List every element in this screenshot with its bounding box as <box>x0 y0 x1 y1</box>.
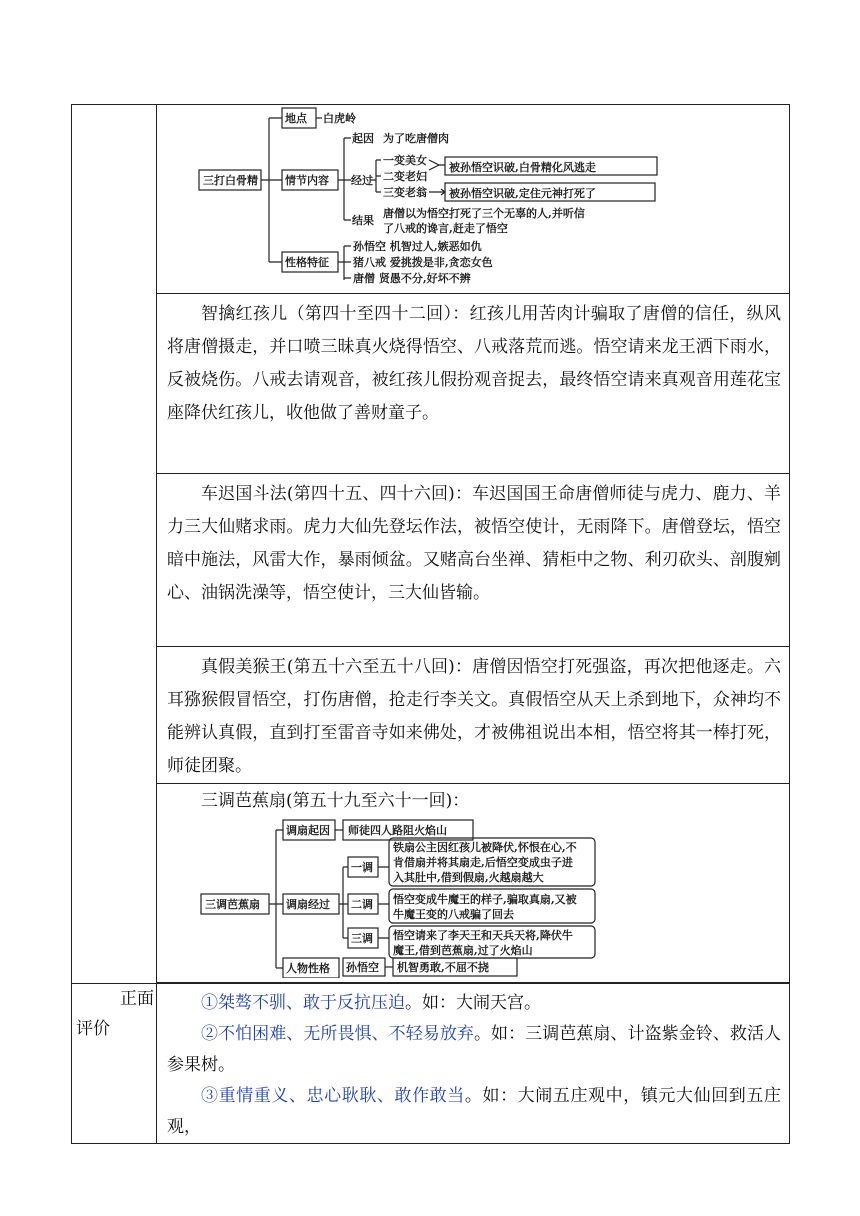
bajiaoshan-round-3-line2: 魔王,借到芭蕉扇,过了火焰山 <box>393 944 533 957</box>
baigujing-location-label: 地点 <box>285 112 307 125</box>
baigujing-trait-1: 孙悟空 机智过人,嫉恶如仇 <box>353 240 482 253</box>
baigujing-result-12: 被孙悟空识破,白骨精化风逃走 <box>449 161 596 174</box>
baigujing-trait-3: 唐僧 贤愚不分,好坏不辨 <box>353 272 471 285</box>
left-column-blank <box>72 105 157 984</box>
zhenjia-cell <box>157 647 790 784</box>
bajiaoshan-character-text: 机智勇敢,不屈不挠 <box>397 961 489 974</box>
baigujing-cause-label: 起因 <box>352 132 374 145</box>
bajiaoshan-round-1-line3: 入其肚中,借到假扇,火越扇越大 <box>393 871 544 884</box>
bajiaoshan-round-2: 二调 <box>351 898 373 911</box>
bajiaoshan-cause-label: 调扇起因 <box>286 824 330 837</box>
content-table <box>71 104 790 1144</box>
bajiaoshan-round-2-line2: 牛魔王变的八戒骗了回去 <box>393 908 514 921</box>
evaluation-content-cell <box>157 984 790 1144</box>
baigujing-diagram <box>157 105 789 289</box>
evaluation-item-1-rest: 。如：大闹天宫。 <box>405 993 541 1013</box>
baigujing-outcome-line1: 唐僧以为悟空打死了三个无辜的人,并听信 <box>383 207 585 220</box>
honghaier-cell <box>157 294 790 474</box>
baigujing-process-label: 经过 <box>351 174 373 187</box>
baigujing-outcome-line2: 了八戒的谗言,赶走了悟空 <box>383 222 508 235</box>
baigujing-diagram-cell <box>157 105 790 294</box>
baigujing-transform-2: 二变老妇 <box>383 170 427 183</box>
bajiaoshan-round-3-line1: 悟空请来了李天王和天兵天将,降伏牛 <box>393 929 573 942</box>
evaluation-item-1 <box>157 984 789 1019</box>
evaluation-item-3 <box>157 1081 789 1143</box>
bajiaoshan-process-label: 调扇经过 <box>286 898 330 911</box>
baigujing-traits-label: 性格特征 <box>285 256 329 269</box>
baigujing-transform-3: 三变老翁 <box>383 186 427 199</box>
bajiaoshan-character-label: 人物性格 <box>286 962 330 975</box>
baigujing-result-3: 被孙悟空识破,定住元神打死了 <box>449 187 596 200</box>
evaluation-item-3-key: ③重情重义、忠心耿耿、敢作敢当 <box>201 1086 465 1106</box>
chechiguo-paragraph: 车迟国斗法(第四十五、四十六回)：车迟国国王命唐僧师徒与虎力、鹿力、羊力三大仙赌求雨。虎力大仙先登坛作法，被悟空使计，无雨降下。唐僧登坛，悟空暗中施法，风雷大作，暴雨倾盆。又赌高台坐禅、猜柜中之物、利刃砍头、剖腹剜心、油锅洗澡等，悟空使计，三大仙皆输。 <box>167 484 781 603</box>
bajiaoshan-cause-text: 师徒四人路阻火焰山 <box>348 824 447 837</box>
bajiaoshan-round-3: 三调 <box>351 932 373 945</box>
bajiaoshan-round-2-line1: 悟空变成牛魔王的样子,骗取真扇,又被 <box>393 893 577 906</box>
baigujing-trait-2: 猪八戒 爱挑拨是非,贪恋女色 <box>353 256 493 269</box>
bajiaoshan-cell <box>157 784 790 983</box>
bajiaoshan-root: 三调芭蕉扇 <box>205 898 260 911</box>
bajiaoshan-round-1: 一调 <box>351 861 373 874</box>
baigujing-outcome-label: 结果 <box>352 214 374 227</box>
zhenjia-paragraph: 真假美猴王(第五十六至五十八回)：唐僧因悟空打死强盗，再次把他逐走。六耳猕猴假冒悟空，打伤唐僧，抢走行李关文。真假悟空从天上杀到地下，众神均不能辨认真假，直到打至雷音寺如来佛处，才被佛祖说出本相，悟空将其一棒打死，师徒团聚。 <box>167 657 781 776</box>
evaluation-item-1-key: ①桀骜不驯、敢于反抗压迫 <box>201 993 405 1013</box>
bajiaoshan-heading: 三调芭蕉扇(第五十九至六十一回)： <box>201 791 470 811</box>
evaluation-label-cell <box>72 984 157 1144</box>
bajiaoshan-round-1-line2: 肯借扇并将其扇走,后悟空变成虫子进 <box>393 856 573 869</box>
honghaier-paragraph: 智擒红孩儿（第四十至四十二回）：红孩儿用苦肉计骗取了唐僧的信任，纵风将唐僧摄走，并口喷三昧真火烧得悟空、八戒落荒而逃。悟空请来龙王洒下雨水，反被烧伤。八戒去请观音，被红孩儿假扮观音捉去，最终悟空请来真观音用莲花宝座降伏红孩儿，收他做了善财童子。 <box>167 304 781 423</box>
evaluation-item-2-rest: 。如：三调芭蕉扇、计盗紫金铃、救活人参果树。 <box>167 1024 781 1075</box>
baigujing-plot-label: 情节内容 <box>285 174 329 187</box>
bajiaoshan-character-name: 孙悟空 <box>346 961 379 974</box>
bajiaoshan-diagram <box>157 816 789 978</box>
evaluation-item-3-rest: 。如：大闹五庄观中，镇元大仙回到五庄观， <box>167 1086 781 1137</box>
evaluation-label-line1: 正面 <box>120 989 154 1009</box>
chechiguo-cell <box>157 474 790 647</box>
baigujing-cause-text: 为了吃唐僧肉 <box>383 132 449 145</box>
evaluation-label-line2: 评价 <box>76 1019 110 1039</box>
baigujing-root: 三打白骨精 <box>203 174 258 187</box>
baigujing-transform-1: 一变美女 <box>383 154 427 167</box>
baigujing-location-value: 白虎岭 <box>323 112 356 125</box>
evaluation-item-2-key: ②不怕困难、无所畏惧、不轻易放弃 <box>201 1024 474 1044</box>
evaluation-item-2 <box>157 1019 789 1081</box>
bajiaoshan-round-1-line1: 铁扇公主因红孩儿被降伏,怀恨在心,不 <box>393 841 577 854</box>
